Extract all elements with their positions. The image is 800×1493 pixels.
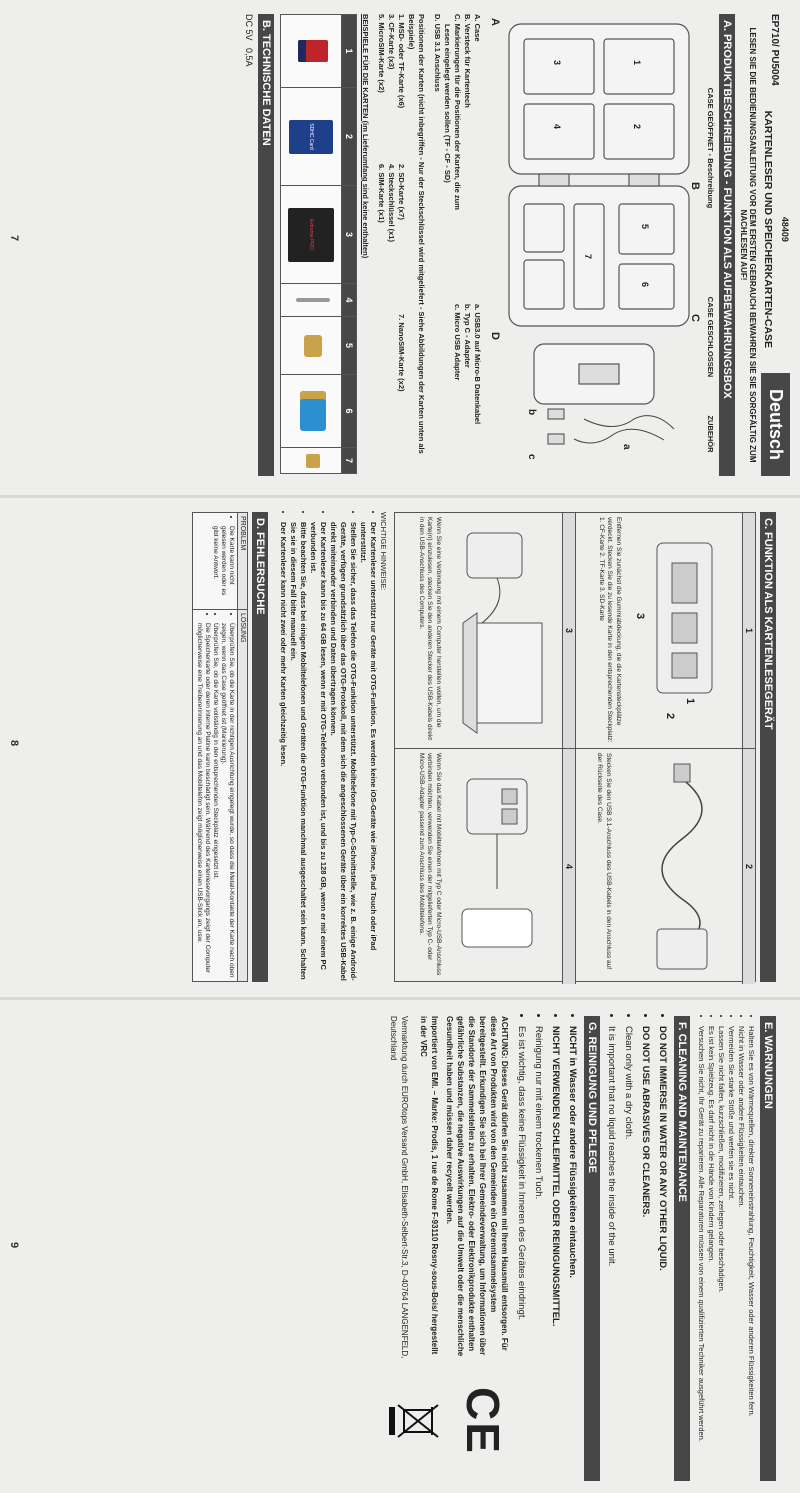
position-2: 2. SD-Karte (x7) — [397, 164, 406, 220]
step-4-header: 4 — [562, 749, 575, 984]
card-col-1: 1 — [342, 15, 357, 88]
accessory-callout-b: b — [526, 409, 537, 416]
header-row — [761, 14, 790, 476]
section-d-header: D. FEHLERSUCHE — [252, 512, 268, 982]
accessory-callout-c: c — [526, 454, 537, 460]
cleaning-de-item: • Es ist wichtig, dass keine Flüssigkeit in Inneren des Gerätes eindringt. — [516, 1026, 527, 1481]
label-case-closed: CASE GESCHLOSSEN — [706, 296, 715, 378]
position-5: 5. MicroSIM-Karte (x2) — [377, 14, 386, 93]
cleaning-de-item: • NICHT VERWENDEN SCHLEIFMITTEL ODER REINIGUNGSMITTEL. — [550, 1026, 561, 1481]
important-notes — [278, 512, 388, 982]
warnings-list — [696, 1016, 756, 1481]
troubleshooting-table — [192, 512, 248, 982]
position-4: 4. Steckschlüssel (x1) — [387, 164, 396, 242]
examples-title: BEISPIELE FÜR DIE KARTEN (im Lieferumfang sind keine enthalten) — [361, 14, 370, 259]
warning-item: • Es ist kein Spielzeug. Es darf nicht in die Hände von Kindern gelangen. — [706, 1026, 716, 1481]
cleaning-en-item: • It is important that no liquid reaches the inside of the unit. — [606, 1026, 617, 1481]
sd-card-image: SDHC Card — [289, 120, 333, 154]
sim-card-image — [301, 391, 327, 431]
solution-item: • Überprüfen Sie, ob die Karte in der richtigen Ausrichtung eingelegt wurde, so dass die Metall-Kontakte der Karte nach oben zeigen, wenn das Case geöffnet ist (Markierung). — [219, 623, 235, 978]
note-item: • Bitte beachten Sie, dass bei einigen Mobiltelefonen und Geräten die OTG-Funktion manchmal ausgeschaltet sein kann. Schalten Sie sie in diesem Fall bitte manuell ein. — [288, 522, 308, 982]
card-col-7: 7 — [342, 448, 357, 474]
solution-item: • Überprüfen Sie, ob die Karte vollständig in den entsprechenden Steckplatz eingesetzt ist. — [211, 623, 219, 978]
card-examples-table — [280, 14, 357, 474]
disposal-notice: ACHTUNG: Dieses Gerät dürfen Sie nicht zusammen mit Ihrem Hausmüll entsorgen. Für diese Art von Produkten wird von den Gemeinden ein Getrenntsammelsystem bereitgestellt. Erkundigen Sie sich bei Ihrer Gemeindeverwaltung, um Informationen über die Standorte der Sammelstellen zu erhalten. Elektro- oder Elektronikprodukte enthalten gefährliche Substanzen, die negative Auswirkungen auf die Umwelt oder die menschliche Gesundheit haben und müssen daher recycelt werden. — [445, 1016, 509, 1357]
warning-item: • Lassen Sie nicht fallen, kurzschließen, modifizieren, zerlegen oder beschädigen. — [716, 1026, 726, 1481]
warning-item: • Nicht in Wasser oder andere Flüssigkeiten eintauchen. — [736, 1026, 746, 1481]
step-1-illustration — [622, 513, 742, 748]
product-number: 48409 — [780, 216, 790, 242]
step-callout-3: 3 — [634, 613, 646, 620]
part-d: D. USB 3.1 Anschluss — [433, 14, 442, 92]
warning-item: • Vermeiden Sie starke Stöße und werfen sie es nicht. — [726, 1026, 736, 1481]
warning-item: • Halten Sie es von Wärmequellen, direkter Sonneneinstrahlung, Feuchtigkeit, Wasser oder anderen Flüssigkeiten fern. — [746, 1026, 756, 1481]
solution-item: • Die Speicherkarte oder deren interne Platine kann beschädigt sein. Während des Kartenlesevorgangs zeigt der Computer möglicherweise eine Treibererinnerung an und das Mobiltelefon zeigt möglicherweise einen USB-Stick an, usw. — [195, 623, 211, 978]
accessory-b: b. Typ C - Adapter — [463, 304, 472, 368]
section-a-header: A. PRODUKTBESCHREIBUNG - FUNKTION ALS AUFBEWAHRUNGSBOX — [719, 14, 735, 476]
part-c-cont: Lesen eingelegt werden sollen (TF - CF - SD) — [443, 24, 452, 183]
part-b: B. Versteck für Kartentech — [463, 14, 472, 108]
step-3-text: Wenn Sie eine Verbindung mit einem Computer herstellen wollen, um die Karte(n) einzulesen, stecken Sie den anderen Stecker des USB-Kabels direkt in den USB-Anschluss des Computers. — [418, 517, 442, 740]
step-3-illustration — [442, 513, 562, 748]
problem-text: • Die Karte kann nicht gelesen werden oder es gibt keine Antwort. — [211, 526, 235, 606]
micro-sd-card-image — [299, 40, 329, 62]
weee-bin-icon — [388, 1401, 442, 1441]
language-badge: Deutsch — [761, 373, 790, 476]
position-6: 6. SIM-Karte (x1) — [377, 164, 386, 223]
slot-number: 4 — [552, 124, 562, 130]
label-case-open: CASE GEÖFFNET - Beschreibung — [706, 87, 715, 209]
slot-number: 7 — [583, 254, 593, 260]
section-c-header: C. FUNKTION ALS KARTENLESEGERÄT — [760, 512, 776, 982]
page-number: 9 — [8, 1242, 20, 1249]
part-a: A. Case — [473, 14, 482, 42]
note-item: • Stellen Sie sicher, dass das Telefon die OTG-Funktion unterstützt. Mobiltelefone mit Typ-C-Schnittstelle, wie z. B. einige Android-Geräte, verfügen grundsätzlich über das OTG-Protokoll, mit dem sich die angeschlossenen Geräte über ein korrektes USB-Kabel direkt miteinander verbinden und Daten übertragen können. — [328, 522, 358, 982]
step-2-text: Stecken Sie den USB 3.1-Anschluss des USB-Kabels in den Anschluss auf der Rückseite des Case. — [596, 753, 612, 970]
slot-number: 2 — [632, 124, 642, 130]
slot-number: 3 — [552, 60, 562, 66]
position-3: 3. CF-Karte (x3) — [387, 14, 396, 70]
cleaning-en-item: • DO NOT IMMERSE IN WATER OR ANY OTHER LIQUID. — [657, 1026, 668, 1481]
label-accessory: ZUBEHÖR — [706, 415, 715, 453]
note-item: • Der Kartenleser kann bis zu 64 GB lesen, wenn er mit OTG-Telefonen verbunden ist, und bis zu 128 GB, wenn er mit einem PC verbunden ist. — [308, 522, 328, 982]
open-case-diagram — [482, 14, 704, 474]
section-e-header: E. WARNUNGEN — [760, 1016, 776, 1481]
distributor-info: Vermarktung durch EUROtops Versand GmbH, Elisabeth-Selbert-Str.3, D-40764 LANGENFELD, Deutschland — [389, 1016, 409, 1359]
card-col-6: 6 — [342, 375, 357, 448]
step-2-illustration — [612, 749, 742, 984]
tech-data: DC 5V 0,5A — [244, 14, 254, 67]
section-b-header: B. TECHNISCHE DATEN — [258, 14, 274, 476]
card-col-4: 4 — [342, 284, 357, 317]
page-number: 7 — [8, 235, 20, 242]
slot-number: 1 — [632, 60, 642, 66]
accessory-callout-a: a — [621, 444, 632, 450]
slot-number: 6 — [640, 282, 650, 288]
page-9 — [0, 1002, 800, 1493]
page-8 — [0, 500, 800, 992]
cleaning-de-list — [516, 1016, 578, 1481]
accessory-c: c. Micro USB Adapter — [453, 304, 462, 381]
cleaning-en-item: • DO NOT USE ABRASIVES OR CLEANERS. — [640, 1026, 651, 1481]
step-4-illustration — [442, 749, 562, 984]
accessory-a: a. USB3.0 auf Micro-B Datenkabel — [473, 304, 482, 425]
fault-header-solution: LÖSUNG — [238, 610, 248, 982]
page-7 — [0, 0, 800, 490]
read-instructions-note: LESEN SIE DIE BEDIENUNGSANLEITUNG VOR DEM ERSTEN GEBRAUCH BEWAHREN SIE SIE SORGFÄLTIG ZUM NACHLESEN AUF! — [739, 27, 757, 463]
cleaning-en-list — [606, 1016, 668, 1481]
slot-number: 5 — [640, 224, 650, 230]
model-number: EP710/ PU5004 — [769, 14, 780, 86]
cf-card-image: Extreme PRO — [288, 208, 334, 262]
document-title: KARTENLESER UND SPEICHERKARTEN-CASE — [762, 110, 774, 349]
callout-c: C — [689, 314, 701, 322]
part-c: C. Markierungen für die Positionen der Karten, die zum — [453, 14, 462, 210]
cleaning-de-item: • NICHT in Wasser oder andere Flüssigkeiten eintauchen. — [567, 1026, 578, 1481]
section-f-header: F. CLEANING AND MAINTENANCE — [674, 1016, 690, 1481]
callout-a: A — [489, 18, 501, 26]
cleaning-de-item: • Reinigung nur mit einem trockenen Tuch. — [533, 1026, 544, 1481]
callout-d: D — [489, 332, 501, 340]
warning-item: • Versuchen Sie nicht, Ihr Gerät zu reparieren. Alle Reparaturen müssen von einem qualifizierten Techniker ausgeführt werden. — [696, 1026, 706, 1481]
step-1-text: Entfernen Sie zunächst die Gummiabdeckung, die die Kartensteckplätze verdeckt. Stecken Sie die zu lesende Karte in den entsprechenden Steckplatz: 1. CF-Karte 2. TF-Karte 3. SD-Karte — [598, 517, 622, 743]
positions-title: Positionen der Karten (nicht inbegriffen - Nur der Steckschlüssel wird mitgeliefert - Siehe Abbildungen der Karten unten als Beispiele) — [407, 14, 426, 454]
card-col-3: 3 — [342, 186, 357, 284]
card-col-5: 5 — [342, 317, 357, 375]
key-tool-image — [297, 298, 331, 302]
position-7: 7. NanoSIM-Karte (x2) — [397, 314, 406, 392]
card-col-2: 2 — [342, 88, 357, 186]
position-1: 1. MSD- oder TF-Karte (x6) — [397, 14, 406, 109]
step-callout-1: 1 — [684, 698, 696, 705]
cleaning-en-item: • Clean only with a dry cloth. — [623, 1026, 634, 1481]
section-g-header: G. REINIGUNG UND PFLEGE — [584, 1016, 600, 1481]
ce-mark: CE — [457, 1387, 509, 1455]
nanosim-card-image — [307, 454, 321, 468]
fault-header-problem: PROBLEM — [238, 513, 248, 610]
callout-b: B — [689, 182, 701, 190]
step-2-header: 2 — [742, 749, 755, 984]
step-callout-2: 2 — [664, 713, 676, 720]
step-4-text: Wenn Sie das Kabel mit Mobiltelefonen mit Typ C oder Micro-USB-Anschluss verbinden möchten, verwenden Sie einen der mitgelieferten Typ C- oder Micro-USB-Adapter passend zum Anschluss des Mobiltelefons. — [418, 753, 442, 976]
microsim-card-image — [305, 335, 323, 357]
step-3-header: 3 — [562, 513, 575, 748]
step-1-header: 1 — [742, 513, 755, 748]
page-number: 8 — [8, 740, 20, 747]
notes-title: WICHTIGE HINWEISE: — [379, 512, 388, 591]
note-item: • Der Kartenleser kann nicht zwei oder mehr Karten gleichzeitig lesen. — [278, 522, 288, 982]
importer-info: Importiert von EMI. – Marke: Prodis, 1 rue de Rome F-93110 Rosny-sous-Bois/ hergestellt in der VRC — [419, 1016, 439, 1355]
note-item: • Der Kartenleser unterstützt nur Geräte mit OTG-Funktion. Es werden keine iOS-Geräte wie iPhone, iPad Touch oder iPad unterstützt. — [358, 522, 378, 982]
